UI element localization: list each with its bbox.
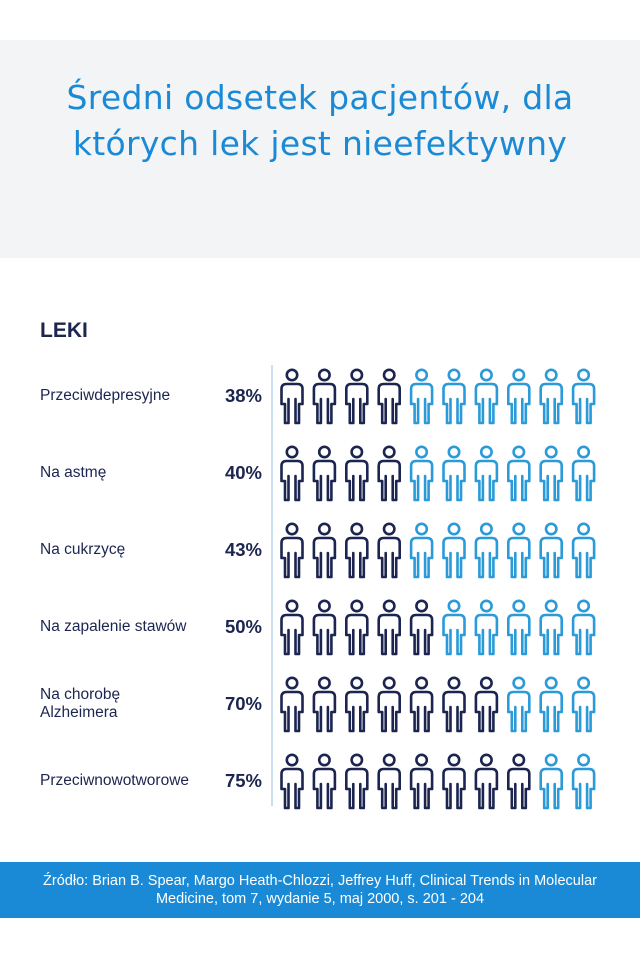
person-icon-effective xyxy=(476,447,497,500)
person-icon-ineffective xyxy=(379,755,400,808)
person-icon-effective xyxy=(573,755,594,808)
person-icon-effective xyxy=(541,601,562,654)
person-icon-ineffective xyxy=(379,524,400,577)
person-icon-ineffective xyxy=(444,678,465,731)
person-icon-effective xyxy=(508,678,529,731)
person-icon-effective xyxy=(508,524,529,577)
value-label: 75% xyxy=(224,770,262,791)
person-icon-ineffective xyxy=(379,370,400,423)
person-icon-ineffective xyxy=(314,447,335,500)
person-icon-effective xyxy=(508,370,529,423)
category-label: Przeciwnowotworowe xyxy=(40,772,190,789)
person-icon-effective xyxy=(573,601,594,654)
person-icon-effective xyxy=(444,447,465,500)
person-icon-effective xyxy=(541,755,562,808)
category-label: Na astmę xyxy=(40,464,107,481)
person-icon-ineffective xyxy=(411,601,432,654)
person-icon-ineffective xyxy=(314,755,335,808)
person-icon-effective xyxy=(476,370,497,423)
person-icon-ineffective xyxy=(282,601,303,654)
person-icon-ineffective xyxy=(314,601,335,654)
person-icon-effective xyxy=(573,678,594,731)
value-label: 40% xyxy=(224,462,262,483)
value-label: 38% xyxy=(224,385,262,406)
person-icon-ineffective xyxy=(346,678,367,731)
category-label: Na cukrzycę xyxy=(40,541,126,558)
person-icon-effective xyxy=(444,524,465,577)
person-icon-ineffective xyxy=(314,524,335,577)
person-icon-effective xyxy=(411,447,432,500)
person-icon-ineffective xyxy=(346,601,367,654)
person-icon-effective xyxy=(573,370,594,423)
value-label: 43% xyxy=(224,539,262,560)
person-icon-ineffective xyxy=(346,755,367,808)
person-icon-ineffective xyxy=(379,447,400,500)
person-icon-effective xyxy=(444,370,465,423)
source-text: Źródło: Brian B. Spear, Margo Heath-Chlozzi, Jeffrey Huff, Clinical Trends in Molecular Medicine, tom 7, wydanie 5, maj 2000, s. 201 - 204 xyxy=(43,873,597,907)
person-icon-effective xyxy=(508,601,529,654)
person-icon-ineffective xyxy=(314,678,335,731)
person-icon-ineffective xyxy=(346,370,367,423)
person-icon-effective xyxy=(476,601,497,654)
person-icon-ineffective xyxy=(411,755,432,808)
person-icon-ineffective xyxy=(282,755,303,808)
person-icon-ineffective xyxy=(282,447,303,500)
person-icon-ineffective xyxy=(379,678,400,731)
source-footer xyxy=(0,862,640,918)
person-icon-ineffective xyxy=(346,447,367,500)
person-icon-effective xyxy=(476,524,497,577)
person-icon-ineffective xyxy=(314,370,335,423)
person-icon-effective xyxy=(444,601,465,654)
pictogram-chart xyxy=(0,355,640,815)
person-icon-ineffective xyxy=(444,755,465,808)
person-icon-ineffective xyxy=(282,678,303,731)
person-icon-ineffective xyxy=(379,601,400,654)
person-icon-effective xyxy=(541,524,562,577)
category-label: Alzheimera xyxy=(40,704,118,721)
person-icon-effective xyxy=(541,678,562,731)
value-label: 70% xyxy=(224,693,262,714)
person-icon-effective xyxy=(541,370,562,423)
person-icon-effective xyxy=(573,524,594,577)
person-icon-ineffective xyxy=(411,678,432,731)
person-icon-ineffective xyxy=(476,755,497,808)
person-icon-effective xyxy=(541,447,562,500)
chart-title: Średni odsetek pacjentów, dla których lek jest nieefektywny xyxy=(66,78,574,163)
category-label: Na zapalenie stawów xyxy=(40,618,187,635)
person-icon-effective xyxy=(411,524,432,577)
category-label: Na chorobę xyxy=(40,686,121,703)
person-icon-effective xyxy=(508,447,529,500)
person-icon-ineffective xyxy=(282,370,303,423)
person-icon-ineffective xyxy=(476,678,497,731)
section-label: LEKI xyxy=(40,319,88,342)
person-icon-effective xyxy=(411,370,432,423)
person-icon-effective xyxy=(573,447,594,500)
person-icon-ineffective xyxy=(346,524,367,577)
value-label: 50% xyxy=(224,616,262,637)
person-icon-ineffective xyxy=(508,755,529,808)
category-label: Przeciwdepresyjne xyxy=(40,387,171,404)
person-icon-ineffective xyxy=(282,524,303,577)
